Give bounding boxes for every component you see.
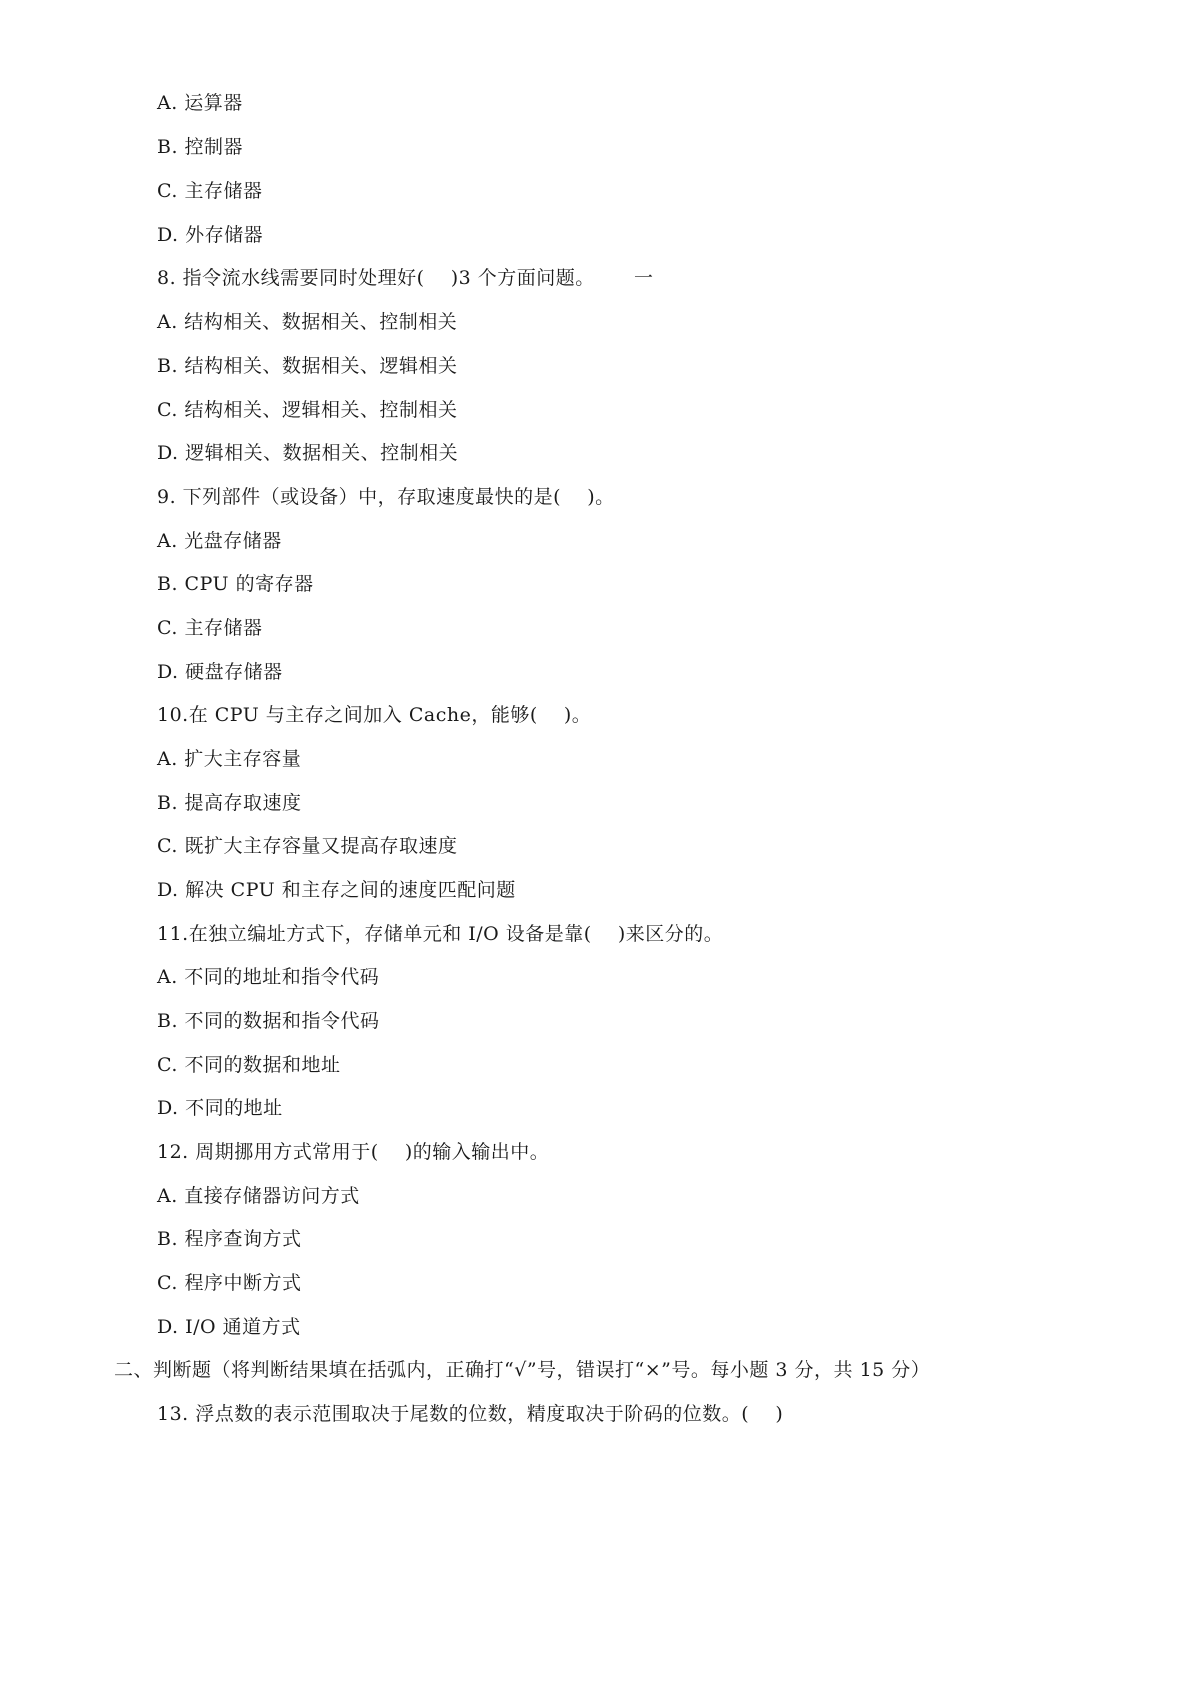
q11-option-b: B. 不同的数据和指令代码: [157, 1010, 380, 1032]
q11-option-d: D. 不同的地址: [157, 1097, 283, 1119]
q7-option-c: C. 主存储器: [157, 180, 263, 202]
q10-option-c: C. 既扩大主存容量又提高存取速度: [157, 835, 458, 857]
q8-option-a: A. 结构相关、数据相关、控制相关: [157, 311, 458, 333]
question-9: 9. 下列部件（或设备）中，存取速度最快的是( )。: [157, 486, 615, 508]
q9-option-c: C. 主存储器: [157, 617, 263, 639]
q8-option-c: C. 结构相关、逻辑相关、控制相关: [157, 399, 458, 421]
q8-option-b: B. 结构相关、数据相关、逻辑相关: [157, 355, 458, 377]
q10-option-d: D. 解决 CPU 和主存之间的速度匹配问题: [157, 879, 516, 901]
q8-option-d: D. 逻辑相关、数据相关、控制相关: [157, 442, 459, 464]
q12-option-d: D. I/O 通道方式: [157, 1316, 301, 1338]
question-11: 11.在独立编址方式下，存储单元和 I/O 设备是靠( )来区分的。: [157, 923, 724, 945]
question-12: 12. 周期挪用方式常用于( )的输入输出中。: [157, 1141, 550, 1163]
question-13: 13. 浮点数的表示范围取决于尾数的位数，精度取决于阶码的位数。( ): [157, 1403, 784, 1425]
q12-option-b: B. 程序查询方式: [157, 1228, 302, 1250]
q11-option-c: C. 不同的数据和地址: [157, 1054, 341, 1076]
q9-option-a: A. 光盘存储器: [157, 530, 282, 552]
q7-option-a: A. 运算器: [157, 92, 243, 114]
question-8: 8. 指令流水线需要同时处理好( )3 个方面问题。 一: [157, 267, 654, 289]
q10-option-a: A. 扩大主存容量: [157, 748, 302, 770]
question-10: 10.在 CPU 与主存之间加入 Cache，能够( )。: [157, 704, 592, 726]
q7-option-d: D. 外存储器: [157, 224, 264, 246]
q12-option-c: C. 程序中断方式: [157, 1272, 302, 1294]
q12-option-a: A. 直接存储器访问方式: [157, 1185, 360, 1207]
q9-option-d: D. 硬盘存储器: [157, 661, 283, 683]
q7-option-b: B. 控制器: [157, 136, 244, 158]
q10-option-b: B. 提高存取速度: [157, 792, 302, 814]
section-heading-judgment: 二、判断题（将判断结果填在括弧内，正确打“√”号，错误打“×”号。每小题 3 分，共 15 分）: [114, 1359, 931, 1381]
q11-option-a: A. 不同的地址和指令代码: [157, 966, 380, 988]
q9-option-b: B. CPU 的寄存器: [157, 573, 314, 595]
